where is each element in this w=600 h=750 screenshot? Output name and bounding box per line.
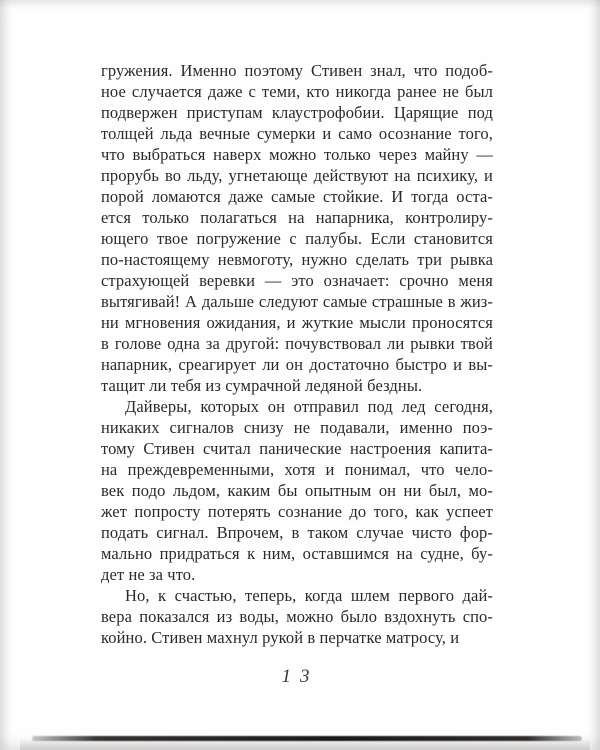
text-line: вера показался из воды, можно было вздохнуть спо-	[101, 607, 493, 626]
text-line: койно. Стивен махнул рукой в перчатке матросу, и	[101, 628, 460, 647]
text-line: что выбраться наверх можно только через майну —	[101, 145, 493, 164]
page-edge-right	[590, 0, 600, 750]
text-line: никаких сигналов снизу не подавали, именно поэ-	[101, 418, 493, 437]
text-line: подать сигнал. Впрочем, в таком случае чисто фор-	[101, 523, 493, 542]
text-line: толщей льда вечные сумерки и само осознание того,	[101, 124, 493, 143]
page-edge-left	[0, 0, 10, 750]
text-line: страхующей веревки — это означает: срочно меня	[101, 271, 493, 290]
text-line: ющего твое погружение с палубы. Если становится	[101, 229, 493, 248]
text-line: Дайверы, которых он отправил под лед сегодня,	[125, 397, 493, 416]
text-line: век подо льдом, каким бы опытным он ни был, мо-	[101, 481, 493, 500]
text-line: напарник, среагирует ли он достаточно быстро и вы-	[101, 355, 493, 374]
text-line: жет попросту потерять сознание до того, как успеет	[101, 502, 493, 521]
text-line: по-настоящему невмоготу, нужно сделать три рывка	[101, 250, 493, 269]
text-block	[101, 60, 493, 648]
text-line: подвержен приступам клаустрофобии. Царящие под	[101, 103, 493, 122]
page-number: 13	[281, 666, 319, 687]
text-line: ни мгновения ожидания, и жуткие мысли проносятся	[101, 313, 493, 332]
text-line: тащит ли тебя из сумрачной ледяной бездны.	[101, 376, 423, 395]
paragraph	[101, 60, 493, 396]
text-line: гружения. Именно поэтому Стивен знал, что подоб-	[101, 61, 493, 80]
text-line: на преждевременными, хотя и понимал, что чело-	[101, 460, 493, 479]
text-line: мально придраться к ним, оставшимся на судне, бу-	[101, 544, 493, 563]
text-line: тому Стивен считал панические настроения капита-	[101, 439, 493, 458]
scan-edge-line	[32, 736, 582, 741]
text-line: вытягивай! А дальше следуют самые страшные в жиз-	[101, 292, 493, 311]
text-line: порой ломаются даже самые стойкие. И тогда оста-	[101, 187, 493, 206]
text-line: дет не за что.	[101, 565, 196, 584]
page-edge-top	[0, 0, 600, 8]
paragraph	[101, 585, 493, 648]
text-line: Но, к счастью, теперь, когда шлем первого дай-	[125, 586, 493, 605]
paragraph	[101, 396, 493, 585]
text-line: прорубь во льду, угнетающе действуют на психику, и	[101, 166, 493, 185]
text-line: в голове одна за другой: почувствовал ли рывки твой	[101, 334, 493, 353]
text-line: ется только полагаться на напарника, контролиру-	[101, 208, 493, 227]
text-line: ное случается даже с теми, кто никогда ранее не был	[101, 82, 493, 101]
